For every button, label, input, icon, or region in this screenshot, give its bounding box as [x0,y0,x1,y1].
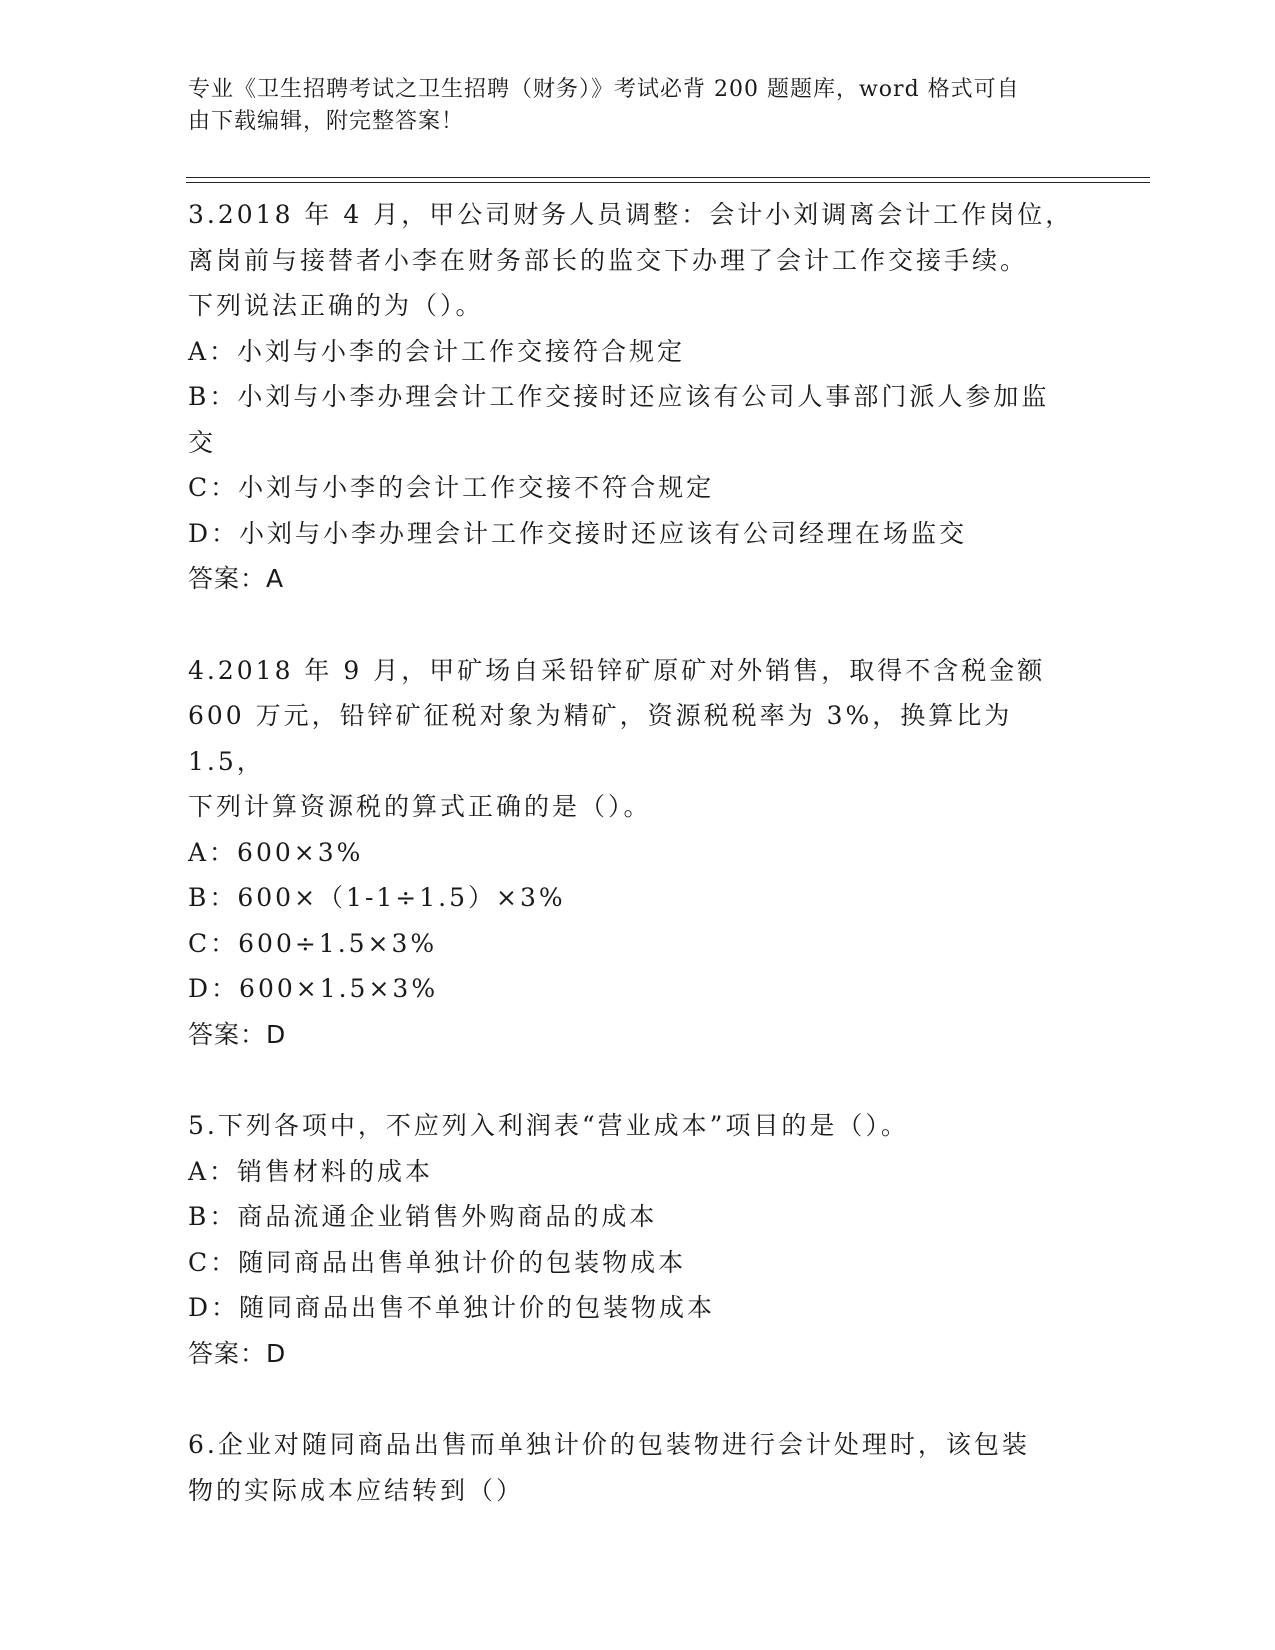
option-c: C：600÷1.5×3% [188,928,438,958]
question-text: 物的实际成本应结转到（） [188,1475,525,1505]
option-a: A：600×3% [188,837,364,867]
question-text: 离岗前与接替者小李在财务部长的监交下办理了会计工作交接手续。 [188,245,1029,275]
question-4 [188,648,1088,1058]
document-header [188,74,1068,138]
question-text: 3.2018 年 4 月，甲公司财务人员调整：会计小刘调离会计工作岗位， [188,200,1074,229]
question-text: 下列说法正确的为（）。 [188,291,484,320]
option-a: A：小刘与小李的会计工作交接符合规定 [188,336,686,366]
option-b: B：小刘与小李办理会计工作交接时还应该有公司人事部门派人参加监 [188,382,1050,411]
header-line: 专业《卫生招聘考试之卫生招聘（财务）》考试必背 200 题题库，word 格式可自 [188,77,1020,102]
question-5 [188,1103,1088,1376]
option-c: C：小刘与小李的会计工作交接不符合规定 [188,473,715,502]
header-line: 由下载编辑，附完整答案！ [188,109,465,134]
answer-text: 答案：D [188,1338,287,1368]
question-text: 4.2018 年 9 月，甲矿场自采铅锌矿原矿对外销售，取得不含税金额 [188,655,1046,685]
question-text: 下列计算资源税的算式正确的是（）。 [188,792,652,821]
question-text: 6.企业对随同商品出售而单独计价的包装物进行会计处理时，该包装 [188,1430,1030,1459]
option-b: B：商品流通企业销售外购商品的成本 [188,1202,658,1231]
option-d: D：小刘与小李办理会计工作交接时还应该有公司经理在场监交 [188,518,968,548]
option-a: A：销售材料的成本 [188,1156,434,1186]
header-divider-bottom [186,182,1150,183]
header-divider-top [186,177,1150,178]
answer-text: 答案：D [188,1019,287,1049]
option-c: C：随同商品出售单独计价的包装物成本 [188,1247,687,1277]
option-d: D：随同商品出售不单独计价的包装物成本 [188,1293,716,1322]
question-list [188,192,1088,1559]
question-6 [188,1422,1088,1513]
option-d: D：600×1.5×3% [188,974,439,1003]
question-3 [188,192,1088,602]
answer-text: 答案：A [188,564,285,593]
question-text: 5.下列各项中，不应列入利润表“营业成本”项目的是（）。 [188,1111,909,1140]
option-b: B：600×（1-1÷1.5）×3% [188,883,566,912]
question-text: 600 万元，铅锌矿征税对象为精矿，资源税税率为 3%，换算比为 1.5， [188,701,1024,776]
option-b-continued: 交 [188,427,217,457]
